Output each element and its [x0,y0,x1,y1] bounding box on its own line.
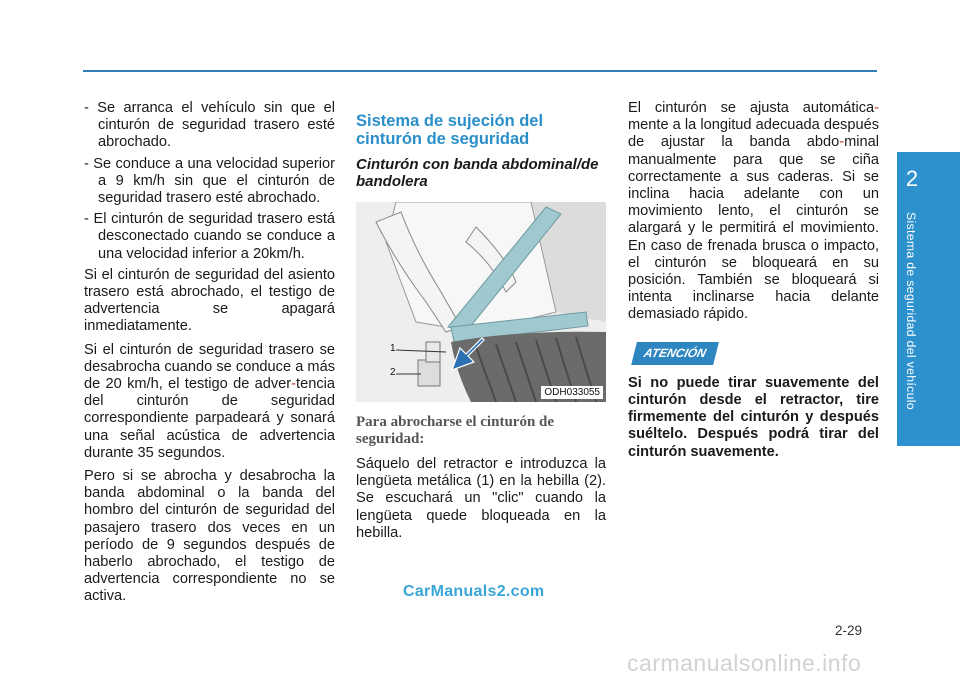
list-item: - El cinturón de seguridad trasero está desconectado cuando se conduce a una velocidad inferior a 20km/h. [84,211,335,262]
callout-2: 2 [390,367,396,378]
paragraph: Pero si se abrocha y desabrocha la banda abdominal o la banda del hombro del cinturón de seguridad del pasajero trasero dos veces en un período de 9 segundos después de haberlo abrochado, el testigo de advertencia correspondiente no se activa. [84,468,335,605]
header-rule [83,70,877,72]
seatbelt-illustration [356,202,606,402]
caution-label: ATENCIÓN [631,342,719,365]
section-title: Sistema de sujeción del cinturón de seguridad [356,112,544,148]
paragraph [84,342,335,462]
text-run: minal manualmente para que se ciña correctamente a sus caderas. Si se inclina hacia adelante con un movimiento lento, el cinturón se alargará y le permitirá el movimiento. En caso de frenada brusca o impacto, el cinturón se bloqueará en su posición. También se bloqueará si intenta inclinarse hacia delante demasiado rápido. [628,134,879,323]
chapter-number: 2 [905,166,919,191]
watermark-footer: carmanualsonline.info [627,650,862,676]
column-1 [84,100,335,612]
image-code: ODH033055 [541,386,603,399]
page-number: 2-29 [835,623,863,638]
text-run: El cinturón se ajusta automática [628,100,875,116]
text-run: tencia del cinturón de seguridad correspondiente parpadeará y sonará una señal acústica de advertencia durante 35 segundos. [84,376,335,461]
text-run: mente a la longitud adecuada después de ajustar la banda abdo [628,117,879,151]
paragraph: Si el cinturón de seguridad del asiento trasero está abrochado, el testigo de advertencia se apagará inmediatamente. [84,266,335,335]
hyphen-mark: - [291,376,297,393]
list-item: - Se conduce a una velocidad superior a 9 km/h sin que el cinturón de seguridad trasero esté abrochado. [84,155,335,207]
subsection-title: Cinturón con banda abdominal/de bandolera [356,156,599,190]
column-3 [628,100,879,467]
watermark-center: CarManuals2.com [403,583,545,600]
callout-1: 1 [390,343,396,354]
paragraph: Sáquelo del retractor e introduzca la lengüeta metálica (1) en la hebilla (2). Se escuchará un "clic" cuando la lengüeta quede bloqueada en la hebilla. [356,456,606,541]
chapter-title: Sistema de seguridad del vehículo [904,212,918,410]
column-2 [356,100,606,548]
caution-text: Si no puede tirar suavemente del cinturón desde el retractor, tire firmemente del cinturón y después suéltelo. Después podrá tirar del cinturón suavemente. [628,374,879,460]
hyphen-mark: - [839,134,845,151]
procedure-title: Para abrocharse el cinturón de seguridad: [356,414,555,447]
list-item: - Se arranca el vehículo sin que el cinturón de seguridad trasero esté abrochado. [84,100,335,151]
text-run: Si el cinturón de seguridad trasero se desabrocha cuando se conduce a más de 20 km/h, el testigo de adver [84,341,335,393]
hyphen-mark: - [874,100,879,116]
chapter-title-wrapper [902,212,922,422]
caution-badge [634,342,716,365]
paragraph [628,100,879,324]
